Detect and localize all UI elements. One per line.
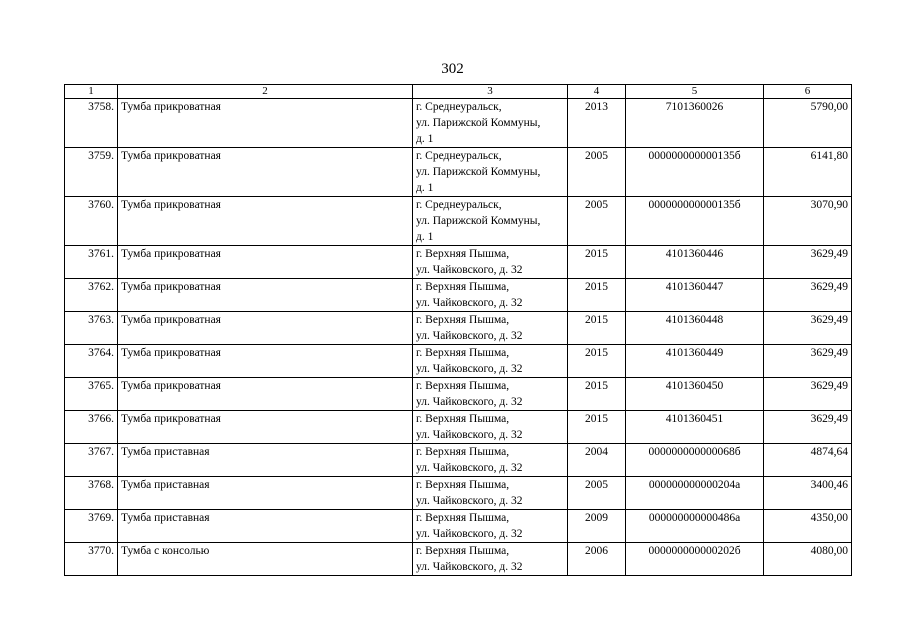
item-number-cell: 3758. — [65, 99, 118, 148]
item-address-cell: г. Верхняя Пышма, ул. Чайковского, д. 32 — [413, 510, 568, 543]
item-number-cell: 3760. — [65, 197, 118, 246]
item-year-cell: 2015 — [568, 246, 626, 279]
item-cost-cell: 4874,64 — [764, 444, 852, 477]
item-inventory-code-cell: 000000000000204а — [626, 477, 764, 510]
item-name-cell: Тумба прикроватная — [118, 197, 413, 246]
item-year-cell: 2015 — [568, 411, 626, 444]
item-address-cell: г. Верхняя Пышма, ул. Чайковского, д. 32 — [413, 312, 568, 345]
item-address-cell: г. Среднеуральск, ул. Парижской Коммуны, д. 1 — [413, 148, 568, 197]
header-cell-1: 1 — [65, 85, 118, 99]
item-address-cell: г. Верхняя Пышма, ул. Чайковского, д. 32 — [413, 345, 568, 378]
table-row — [65, 99, 852, 148]
item-number-cell: 3764. — [65, 345, 118, 378]
item-inventory-code-cell: 000000000000068б — [626, 444, 764, 477]
item-address-cell: г. Верхняя Пышма, ул. Чайковского, д. 32 — [413, 279, 568, 312]
item-number-cell: 3769. — [65, 510, 118, 543]
item-inventory-code-cell: 000000000000135б — [626, 148, 764, 197]
table-row — [65, 279, 852, 312]
inventory-table-body — [65, 85, 852, 576]
item-year-cell: 2015 — [568, 378, 626, 411]
header-cell-5: 5 — [626, 85, 764, 99]
table-row — [65, 378, 852, 411]
item-cost-cell: 3629,49 — [764, 279, 852, 312]
item-cost-cell: 3629,49 — [764, 378, 852, 411]
item-year-cell: 2009 — [568, 510, 626, 543]
item-address-cell: г. Верхняя Пышма, ул. Чайковского, д. 32 — [413, 411, 568, 444]
item-inventory-code-cell: 000000000000486а — [626, 510, 764, 543]
item-year-cell: 2005 — [568, 477, 626, 510]
table-row — [65, 246, 852, 279]
item-inventory-code-cell: 4101360451 — [626, 411, 764, 444]
item-name-cell: Тумба прикроватная — [118, 148, 413, 197]
table-row — [65, 345, 852, 378]
item-year-cell: 2005 — [568, 197, 626, 246]
item-name-cell: Тумба приставная — [118, 477, 413, 510]
item-cost-cell: 3400,46 — [764, 477, 852, 510]
header-cell-4: 4 — [568, 85, 626, 99]
item-address-cell: г. Верхняя Пышма, ул. Чайковского, д. 32 — [413, 378, 568, 411]
item-inventory-code-cell: 4101360446 — [626, 246, 764, 279]
item-year-cell: 2015 — [568, 279, 626, 312]
item-inventory-code-cell: 000000000000202б — [626, 543, 764, 576]
item-number-cell: 3765. — [65, 378, 118, 411]
item-cost-cell: 4080,00 — [764, 543, 852, 576]
item-number-cell: 3767. — [65, 444, 118, 477]
item-year-cell: 2005 — [568, 148, 626, 197]
item-cost-cell: 4350,00 — [764, 510, 852, 543]
header-cell-2: 2 — [118, 85, 413, 99]
item-name-cell: Тумба прикроватная — [118, 99, 413, 148]
item-name-cell: Тумба приставная — [118, 510, 413, 543]
item-name-cell: Тумба прикроватная — [118, 411, 413, 444]
item-name-cell: Тумба прикроватная — [118, 312, 413, 345]
item-number-cell: 3759. — [65, 148, 118, 197]
item-cost-cell: 3629,49 — [764, 345, 852, 378]
item-address-cell: г. Верхняя Пышма, ул. Чайковского, д. 32 — [413, 246, 568, 279]
table-row — [65, 411, 852, 444]
item-name-cell: Тумба прикроватная — [118, 378, 413, 411]
table-row — [65, 543, 852, 576]
item-address-cell: г. Среднеуральск, ул. Парижской Коммуны, д. 1 — [413, 99, 568, 148]
item-cost-cell: 3629,49 — [764, 246, 852, 279]
item-year-cell: 2006 — [568, 543, 626, 576]
item-cost-cell: 3070,90 — [764, 197, 852, 246]
item-name-cell: Тумба с консолью — [118, 543, 413, 576]
item-year-cell: 2004 — [568, 444, 626, 477]
item-cost-cell: 3629,49 — [764, 411, 852, 444]
page-number: 302 — [441, 61, 464, 77]
item-number-cell: 3770. — [65, 543, 118, 576]
item-address-cell: г. Верхняя Пышма, ул. Чайковского, д. 32 — [413, 444, 568, 477]
item-inventory-code-cell: 4101360450 — [626, 378, 764, 411]
item-year-cell: 2015 — [568, 312, 626, 345]
table-row — [65, 477, 852, 510]
item-number-cell: 3768. — [65, 477, 118, 510]
item-number-cell: 3762. — [65, 279, 118, 312]
item-number-cell: 3766. — [65, 411, 118, 444]
item-inventory-code-cell: 4101360447 — [626, 279, 764, 312]
header-cell-6: 6 — [764, 85, 852, 99]
item-year-cell: 2013 — [568, 99, 626, 148]
item-address-cell: г. Верхняя Пышма, ул. Чайковского, д. 32 — [413, 543, 568, 576]
item-number-cell: 3763. — [65, 312, 118, 345]
table-row — [65, 444, 852, 477]
item-inventory-code-cell: 4101360448 — [626, 312, 764, 345]
item-cost-cell: 3629,49 — [764, 312, 852, 345]
table-header-row — [65, 85, 852, 99]
item-name-cell: Тумба прикроватная — [118, 279, 413, 312]
item-year-cell: 2015 — [568, 345, 626, 378]
item-address-cell: г. Среднеуральск, ул. Парижской Коммуны, д. 1 — [413, 197, 568, 246]
item-cost-cell: 6141,80 — [764, 148, 852, 197]
table-row — [65, 510, 852, 543]
item-name-cell: Тумба приставная — [118, 444, 413, 477]
table-row — [65, 148, 852, 197]
item-inventory-code-cell: 7101360026 — [626, 99, 764, 148]
item-inventory-code-cell: 000000000000135б — [626, 197, 764, 246]
header-cell-3: 3 — [413, 85, 568, 99]
item-cost-cell: 5790,00 — [764, 99, 852, 148]
table-row — [65, 197, 852, 246]
item-number-cell: 3761. — [65, 246, 118, 279]
item-inventory-code-cell: 4101360449 — [626, 345, 764, 378]
item-name-cell: Тумба прикроватная — [118, 345, 413, 378]
inventory-table — [64, 84, 852, 576]
table-row — [65, 312, 852, 345]
item-address-cell: г. Верхняя Пышма, ул. Чайковского, д. 32 — [413, 477, 568, 510]
item-name-cell: Тумба прикроватная — [118, 246, 413, 279]
